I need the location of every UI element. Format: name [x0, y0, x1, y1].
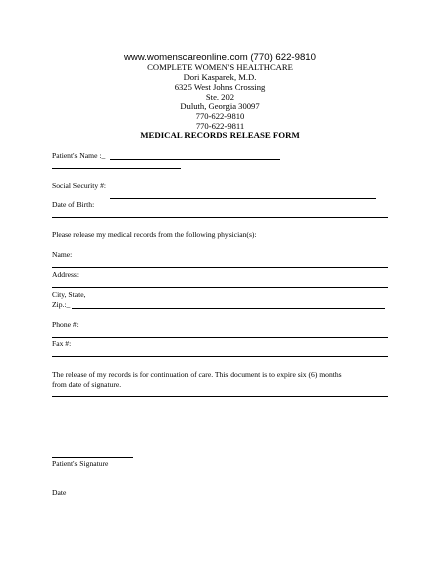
physician-name-label: Name:	[52, 250, 73, 259]
city-state-label: City, State,	[52, 290, 86, 299]
practice-name: COMPLETE WOMEN'S HEALTHCARE	[147, 62, 293, 72]
zip-line[interactable]	[72, 308, 385, 309]
phone-line[interactable]	[52, 337, 388, 338]
patient-name-line[interactable]	[110, 159, 280, 160]
statement-line[interactable]	[52, 396, 388, 397]
signature-label: Patient's Signature	[52, 459, 109, 468]
patient-name-line-2[interactable]	[52, 168, 181, 169]
office-phone: 770-622-9810	[195, 111, 245, 121]
patient-name-label: Patient's Name :_	[52, 151, 106, 160]
fax-label: Fax #:	[52, 339, 72, 348]
address-label: Address:	[52, 270, 79, 279]
address-line[interactable]	[52, 287, 388, 288]
statement-line-2: from date of signature.	[52, 380, 122, 389]
signature-line[interactable]	[52, 457, 133, 458]
ssn-line[interactable]	[110, 198, 376, 199]
street-address: 6325 West Johns Crossing	[174, 82, 266, 92]
fax-line[interactable]	[52, 356, 388, 357]
statement-line-1: The release of my records is for continuation of care. This document is to expire six (6) months	[52, 370, 342, 379]
suite: Ste. 202	[205, 92, 235, 102]
release-instruction: Please release my medical records from the following physician(s):	[52, 230, 257, 239]
dob-label: Date of Birth:	[52, 200, 95, 209]
doctor-name: Dori Kasparek, M.D.	[183, 72, 257, 82]
dob-line[interactable]	[52, 217, 388, 218]
form-title: MEDICAL RECORDS RELEASE FORM	[140, 130, 300, 140]
office-fax: 770-622-9811	[195, 121, 245, 131]
physician-name-line[interactable]	[52, 267, 388, 268]
zip-label: Zip.:_	[52, 300, 71, 309]
city-state-zip: Duluth, Georgia 30097	[180, 101, 260, 111]
date-label: Date	[52, 488, 67, 497]
website-phone: www.womenscareonline.com (770) 622-9810	[124, 52, 316, 63]
ssn-label: Social Security #:	[52, 181, 106, 190]
phone-label: Phone #:	[52, 320, 79, 329]
